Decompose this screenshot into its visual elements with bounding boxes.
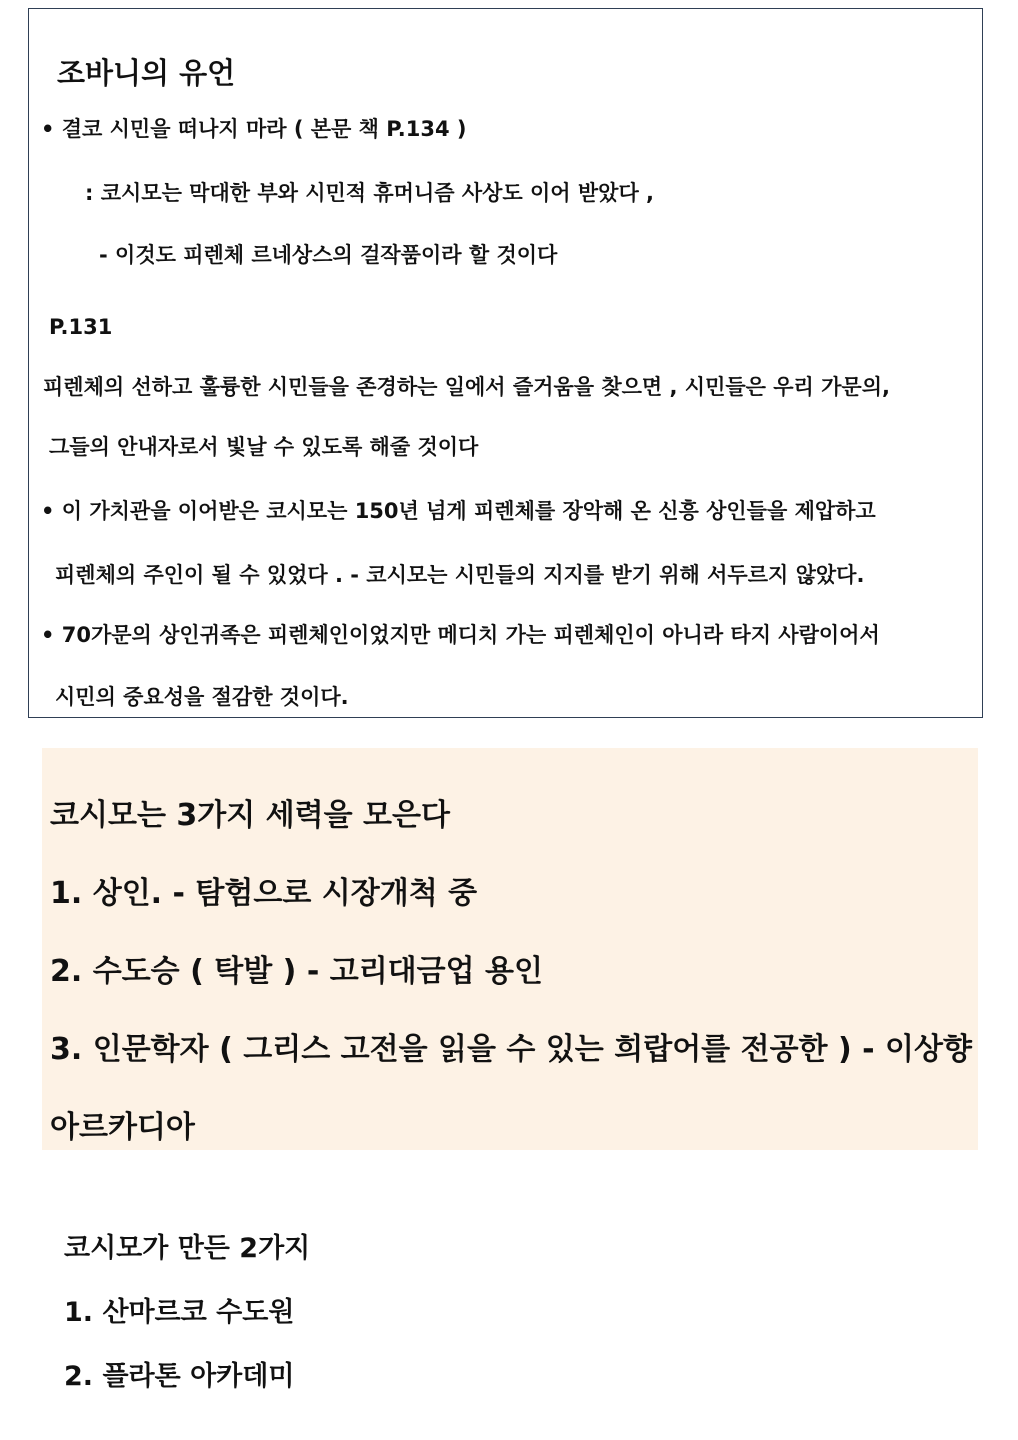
bullet-cosimo-values: • 이 가치관을 이어받은 코시모는 150년 넘게 피렌체를 장악해 온 신흥 상인들을 제압하고 <box>41 499 876 523</box>
three-forces-box <box>42 748 978 1150</box>
will-title: 조바니의 유언 <box>57 56 236 90</box>
will-section-box <box>28 8 983 718</box>
creation-item-san-marco: 1. 산마르코 수도원 <box>64 1297 295 1328</box>
bullet-never-leave-citizens: • 결코 시민을 떠나지 마라 ( 본문 책 P.134 ) <box>41 117 467 141</box>
bullet-merchant-nobles: • 70가문의 상인귀족은 피렌체인이었지만 메디치 가는 피렌체인이 아니라 타지 사람이어서 <box>41 623 880 647</box>
quote-line-2: 그들의 안내자로서 빛날 수 있도록 해줄 것이다 <box>49 435 479 459</box>
force-item-humanists-cont: 아르카디아 <box>50 1110 195 1145</box>
force-item-humanists: 3. 인문학자 ( 그리스 고전을 읽을 수 있는 희랍어를 전공한 ) - 이상향 <box>50 1032 972 1067</box>
cosimo-values-cont: 피렌체의 주인이 될 수 있었다 . - 코시모는 시민들의 지지를 받기 위해 서두르지 않았다. <box>55 563 865 587</box>
creation-item-platonic-academy: 2. 플라톤 아카데미 <box>64 1361 295 1392</box>
two-creations-title: 코시모가 만든 2가지 <box>64 1233 311 1264</box>
merchant-nobles-cont: 시민의 중요성을 절감한 것이다. <box>55 685 349 709</box>
page-ref-131: P.131 <box>49 315 113 339</box>
quote-line-1: 피렌체의 선하고 훌륭한 시민들을 존경하는 일에서 즐거움을 찾으면 , 시민들은 우리 가문의, <box>43 375 890 399</box>
cosimo-inherited-line: : 코시모는 막대한 부와 시민적 휴머니즘 사상도 이어 받았다 , <box>85 181 655 205</box>
force-item-monks: 2. 수도승 ( 탁발 ) - 고리대금업 용인 <box>50 954 544 989</box>
force-item-merchants: 1. 상인. - 탐험으로 시장개척 중 <box>50 876 478 911</box>
masterpiece-line: - 이것도 피렌체 르네상스의 걸작품이라 할 것이다 <box>99 243 558 267</box>
three-forces-title: 코시모는 3가지 세력을 모은다 <box>50 798 450 833</box>
